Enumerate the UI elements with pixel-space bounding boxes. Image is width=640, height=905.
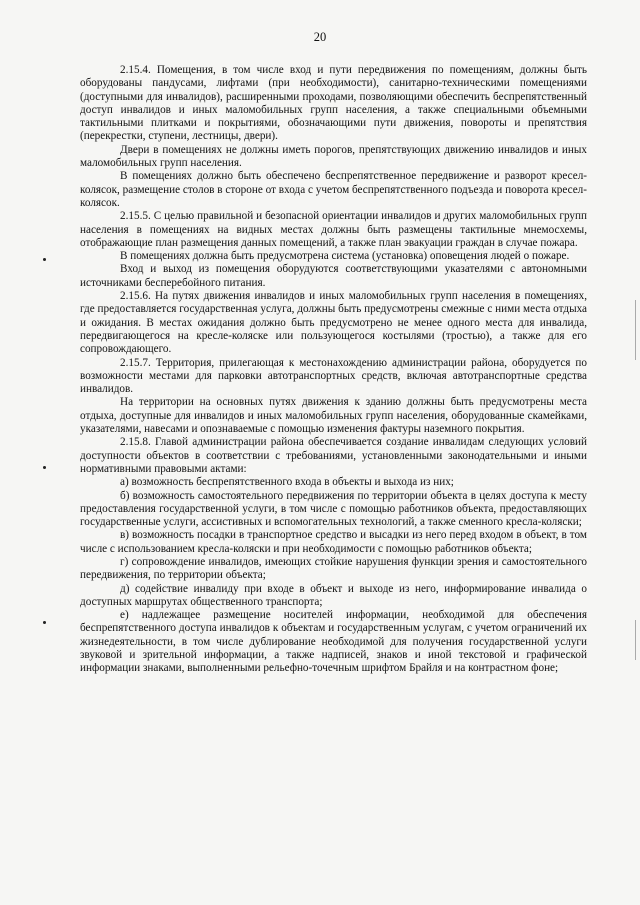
- paragraph: 2.15.4. Помещения, в том числе вход и пути передвижения по помещениям, должны быть оборудованы пандусами, лифтами (при необходимости), санитарно-техническими помещениями (доступными для инвалидов), расширенными проходами, позволяющими обеспечить беспрепятственный доступ инвалидов и иных маломобильных групп населения, а также специальными объемными тактильными плитками и покрытиями, обозначающими пути движения, повороты и препятствия (перекрестки, ступени, лестницы, двери).: [80, 64, 587, 143]
- paragraph: Вход и выход из помещения оборудуются соответствующими указателями с автономными источниками бесперебойного питания.: [80, 263, 587, 289]
- scan-edge-mark: [635, 620, 636, 660]
- paragraph: 2.15.5. С целью правильной и безопасной ориентации инвалидов и других маломобильных групп населения в помещениях на видных местах должны быть размещены тактильные мнемосхемы, отображающие план размещения данных помещений, а также план эвакуации граждан в случае пожара.: [80, 210, 587, 249]
- list-item: а) возможность беспрепятственного входа в объекты и выхода из них;: [120, 476, 454, 489]
- scan-dot: [43, 466, 46, 469]
- paragraph: 2.15.8. Главой администрации района обеспечивается создание инвалидам следующих условий доступности объектов в соответствии с требованиями, установленными законодательными и иными нормативными правовыми актами:: [80, 436, 587, 475]
- paragraph: На территории на основных путях движения к зданию должны быть предусмотрены места отдыха, доступные для инвалидов и иных маломобильных групп населения, оборудованные скамейками, указателями, навесами и опознаваемые с помощью изменения фактуры наземного покрытия.: [80, 396, 587, 436]
- list-item: д) содействие инвалиду при входе в объект и выходе из него, информирование инвалида о доступных маршрутах общественного транспорта;: [80, 582, 587, 608]
- list-item: б) возможность самостоятельного передвижения по территории объекта в целях доступа к месту предоставления государственной услуги, в том числе с помощью работников объекта, предоставляющих государственные услуги, ассистивных и вспомогательных технологий, а также сменного кресла-коляски;: [80, 489, 587, 529]
- paragraph: 2.15.6. На путях движения инвалидов и иных маломобильных групп населения в помещениях, где предоставляется государственная услуга, должны быть предусмотрены смежные с ними места отдыха и ожидания. В местах ожидания должно быть предусмотрено не менее одного места для инвалида, передвигающегося на кресле-коляске или пользующегося костылями (тростью), а также для его сопровождающего.: [80, 290, 587, 356]
- document-body: [80, 64, 587, 676]
- scan-edge-mark: [635, 300, 636, 360]
- list-item: е) надлежащее размещение носителей информации, необходимой для обеспечения беспрепятственного доступа инвалидов к объектам и государственным услугам, с учетом ограничений их жизнедеятельности, в том числе дублирование необходимой для получения государственной услуги звуковой и зрительной информации, а также надписей, знаков и иной текстовой и графической информации знаками, выполненными рельефно-точечным шрифтом Брайля и на контрастном фоне;: [80, 609, 587, 675]
- list-item: в) возможность посадки в транспортное средство и высадки из него перед входом в объект, в том числе с использованием кресла-коляски и при необходимости с помощью работников объекта;: [80, 529, 587, 555]
- paragraph: Двери в помещениях не должны иметь порогов, препятствующих движению инвалидов и иных маломобильных групп населения.: [80, 143, 587, 170]
- page-number: 20: [313, 30, 327, 44]
- paragraph: В помещениях должна быть предусмотрена система (установка) оповещения людей о пожаре.: [120, 250, 570, 263]
- list-item: г) сопровождение инвалидов, имеющих стойкие нарушения функции зрения и самостоятельного передвижения, по территории объекта;: [80, 555, 587, 582]
- paragraph: В помещениях должно быть обеспечено беспрепятственное передвижение и разворот кресел-колясок, размещение столов в стороне от входа с учетом беспрепятственного подъезда и поворота кресел-колясок.: [80, 170, 587, 209]
- scan-dot: [43, 621, 46, 624]
- scan-dot: [43, 258, 46, 261]
- paragraph: 2.15.7. Территория, прилегающая к местонахождению администрации района, оборудуется по возможности местами для парковки автотранспортных средств, включая автотранспортные средства инвалидов.: [80, 356, 587, 396]
